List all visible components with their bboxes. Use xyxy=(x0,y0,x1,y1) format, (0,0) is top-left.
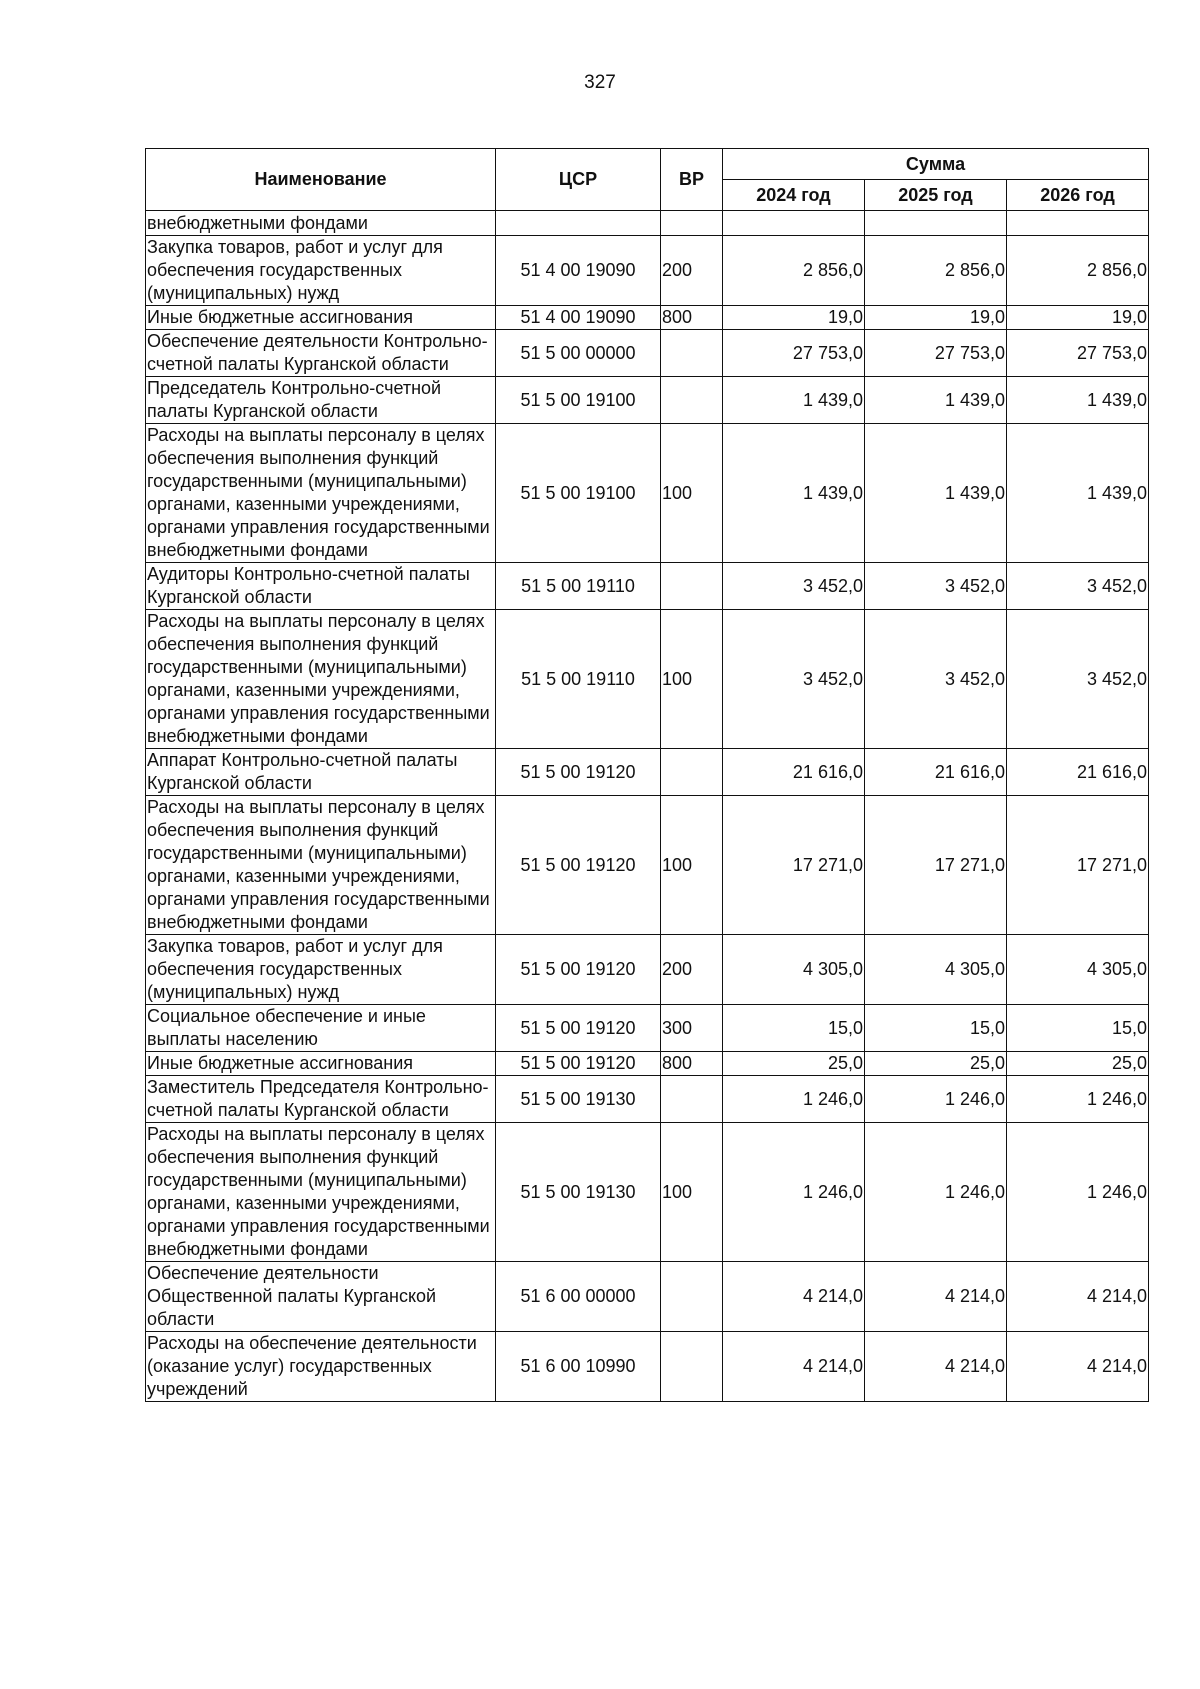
row-amount-2026: 25,0 xyxy=(1007,1052,1149,1076)
row-amount-2026: 27 753,0 xyxy=(1007,330,1149,377)
row-amount-2024: 4 305,0 xyxy=(723,935,865,1005)
row-vr: 100 xyxy=(661,1123,723,1262)
row-vr xyxy=(661,563,723,610)
table-row xyxy=(146,749,1149,796)
table-row xyxy=(146,935,1149,1005)
header-year-2026: 2026 год xyxy=(1007,180,1149,211)
table-row xyxy=(146,236,1149,306)
row-amount-2026: 1 439,0 xyxy=(1007,424,1149,563)
row-vr xyxy=(661,330,723,377)
row-vr: 800 xyxy=(661,306,723,330)
table-row xyxy=(146,1052,1149,1076)
row-amount-2026: 21 616,0 xyxy=(1007,749,1149,796)
row-csr: 51 5 00 19120 xyxy=(496,796,661,935)
table-row xyxy=(146,330,1149,377)
row-amount-2024: 1 439,0 xyxy=(723,377,865,424)
row-csr: 51 5 00 19120 xyxy=(496,1005,661,1052)
row-amount-2024: 15,0 xyxy=(723,1005,865,1052)
row-vr: 200 xyxy=(661,935,723,1005)
table-header xyxy=(146,149,1149,211)
row-csr: 51 5 00 19120 xyxy=(496,935,661,1005)
table-row xyxy=(146,610,1149,749)
table-row xyxy=(146,211,1149,236)
row-amount-2024: 27 753,0 xyxy=(723,330,865,377)
row-csr: 51 4 00 19090 xyxy=(496,306,661,330)
table-body xyxy=(146,211,1149,1402)
row-vr xyxy=(661,211,723,236)
row-amount-2024: 19,0 xyxy=(723,306,865,330)
row-name: Иные бюджетные ассигнования xyxy=(146,1052,496,1076)
row-name: Аудиторы Контрольно-счетной палаты Курганской области xyxy=(146,563,496,610)
row-amount-2026: 19,0 xyxy=(1007,306,1149,330)
row-csr: 51 5 00 19120 xyxy=(496,1052,661,1076)
row-amount-2026 xyxy=(1007,211,1149,236)
row-name: Аппарат Контрольно-счетной палаты Курганской области xyxy=(146,749,496,796)
row-name: Расходы на обеспечение деятельности (оказание услуг) государственных учреждений xyxy=(146,1332,496,1402)
row-amount-2025: 2 856,0 xyxy=(865,236,1007,306)
row-vr xyxy=(661,749,723,796)
row-vr: 800 xyxy=(661,1052,723,1076)
row-csr xyxy=(496,211,661,236)
row-amount-2024: 1 246,0 xyxy=(723,1123,865,1262)
row-amount-2025: 4 305,0 xyxy=(865,935,1007,1005)
row-amount-2025 xyxy=(865,211,1007,236)
row-name: Расходы на выплаты персоналу в целях обеспечения выполнения функций государственными (муниципальными) органами, казенными учреждениями, органами управления государственными внебюджетными фондами xyxy=(146,610,496,749)
row-vr: 100 xyxy=(661,796,723,935)
row-name: Иные бюджетные ассигнования xyxy=(146,306,496,330)
row-name: Закупка товаров, работ и услуг для обеспечения государственных (муниципальных) нужд xyxy=(146,236,496,306)
table-row xyxy=(146,796,1149,935)
row-amount-2024: 17 271,0 xyxy=(723,796,865,935)
row-amount-2025: 1 246,0 xyxy=(865,1123,1007,1262)
row-amount-2025: 21 616,0 xyxy=(865,749,1007,796)
row-amount-2025: 17 271,0 xyxy=(865,796,1007,935)
table-row xyxy=(146,1332,1149,1402)
row-amount-2026: 4 214,0 xyxy=(1007,1262,1149,1332)
row-vr xyxy=(661,1076,723,1123)
table-row xyxy=(146,563,1149,610)
row-csr: 51 5 00 19130 xyxy=(496,1076,661,1123)
row-amount-2024: 3 452,0 xyxy=(723,610,865,749)
table-row xyxy=(146,1123,1149,1262)
row-csr: 51 6 00 10990 xyxy=(496,1332,661,1402)
row-vr: 100 xyxy=(661,424,723,563)
row-csr: 51 4 00 19090 xyxy=(496,236,661,306)
row-amount-2025: 1 439,0 xyxy=(865,424,1007,563)
row-amount-2024: 21 616,0 xyxy=(723,749,865,796)
row-csr: 51 5 00 19110 xyxy=(496,563,661,610)
row-amount-2024: 1 439,0 xyxy=(723,424,865,563)
table-row xyxy=(146,1005,1149,1052)
row-amount-2025: 25,0 xyxy=(865,1052,1007,1076)
header-sum: Сумма xyxy=(723,149,1149,180)
page-number: 327 xyxy=(584,72,616,93)
row-amount-2026: 1 246,0 xyxy=(1007,1076,1149,1123)
row-name: Расходы на выплаты персоналу в целях обеспечения выполнения функций государственными (муниципальными) органами, казенными учреждениями, органами управления государственными внебюджетными фондами xyxy=(146,1123,496,1262)
row-csr: 51 5 00 19110 xyxy=(496,610,661,749)
row-amount-2025: 3 452,0 xyxy=(865,610,1007,749)
budget-table xyxy=(145,148,1149,1402)
table-row xyxy=(146,1076,1149,1123)
row-amount-2026: 3 452,0 xyxy=(1007,610,1149,749)
row-name: Обеспечение деятельности Общественной палаты Курганской области xyxy=(146,1262,496,1332)
row-name: Социальное обеспечение и иные выплаты населению xyxy=(146,1005,496,1052)
row-amount-2026: 3 452,0 xyxy=(1007,563,1149,610)
row-amount-2024: 2 856,0 xyxy=(723,236,865,306)
row-name: Расходы на выплаты персоналу в целях обеспечения выполнения функций государственными (муниципальными) органами, казенными учреждениями, органами управления государственными внебюджетными фондами xyxy=(146,796,496,935)
row-csr: 51 6 00 00000 xyxy=(496,1262,661,1332)
row-amount-2025: 27 753,0 xyxy=(865,330,1007,377)
row-csr: 51 5 00 00000 xyxy=(496,330,661,377)
row-amount-2025: 19,0 xyxy=(865,306,1007,330)
row-amount-2025: 1 439,0 xyxy=(865,377,1007,424)
row-amount-2024 xyxy=(723,211,865,236)
row-amount-2025: 4 214,0 xyxy=(865,1262,1007,1332)
row-amount-2026: 17 271,0 xyxy=(1007,796,1149,935)
row-amount-2024: 25,0 xyxy=(723,1052,865,1076)
row-csr: 51 5 00 19100 xyxy=(496,424,661,563)
row-vr: 100 xyxy=(661,610,723,749)
row-amount-2025: 3 452,0 xyxy=(865,563,1007,610)
row-amount-2026: 4 305,0 xyxy=(1007,935,1149,1005)
header-csr: ЦСР xyxy=(496,149,661,211)
row-vr xyxy=(661,377,723,424)
header-year-2024: 2024 год xyxy=(723,180,865,211)
row-name: Заместитель Председателя Контрольно-счетной палаты Курганской области xyxy=(146,1076,496,1123)
row-name: внебюджетными фондами xyxy=(146,211,496,236)
row-name: Обеспечение деятельности Контрольно-счетной палаты Курганской области xyxy=(146,330,496,377)
row-amount-2026: 15,0 xyxy=(1007,1005,1149,1052)
row-name: Закупка товаров, работ и услуг для обеспечения государственных (муниципальных) нужд xyxy=(146,935,496,1005)
row-csr: 51 5 00 19130 xyxy=(496,1123,661,1262)
row-name: Расходы на выплаты персоналу в целях обеспечения выполнения функций государственными (муниципальными) органами, казенными учреждениями, органами управления государственными внебюджетными фондами xyxy=(146,424,496,563)
row-amount-2026: 1 439,0 xyxy=(1007,377,1149,424)
row-vr: 300 xyxy=(661,1005,723,1052)
table-row xyxy=(146,377,1149,424)
row-amount-2025: 4 214,0 xyxy=(865,1332,1007,1402)
header-year-2025: 2025 год xyxy=(865,180,1007,211)
row-vr: 200 xyxy=(661,236,723,306)
row-amount-2024: 4 214,0 xyxy=(723,1332,865,1402)
row-amount-2024: 4 214,0 xyxy=(723,1262,865,1332)
row-amount-2026: 2 856,0 xyxy=(1007,236,1149,306)
table-row xyxy=(146,424,1149,563)
row-amount-2026: 4 214,0 xyxy=(1007,1332,1149,1402)
row-amount-2026: 1 246,0 xyxy=(1007,1123,1149,1262)
row-amount-2025: 15,0 xyxy=(865,1005,1007,1052)
row-amount-2024: 3 452,0 xyxy=(723,563,865,610)
row-amount-2025: 1 246,0 xyxy=(865,1076,1007,1123)
row-csr: 51 5 00 19120 xyxy=(496,749,661,796)
header-name: Наименование xyxy=(146,149,496,211)
row-vr xyxy=(661,1262,723,1332)
header-vr: ВР xyxy=(661,149,723,211)
table-row xyxy=(146,1262,1149,1332)
row-name: Председатель Контрольно-счетной палаты Курганской области xyxy=(146,377,496,424)
table-row xyxy=(146,306,1149,330)
row-csr: 51 5 00 19100 xyxy=(496,377,661,424)
row-amount-2024: 1 246,0 xyxy=(723,1076,865,1123)
row-vr xyxy=(661,1332,723,1402)
